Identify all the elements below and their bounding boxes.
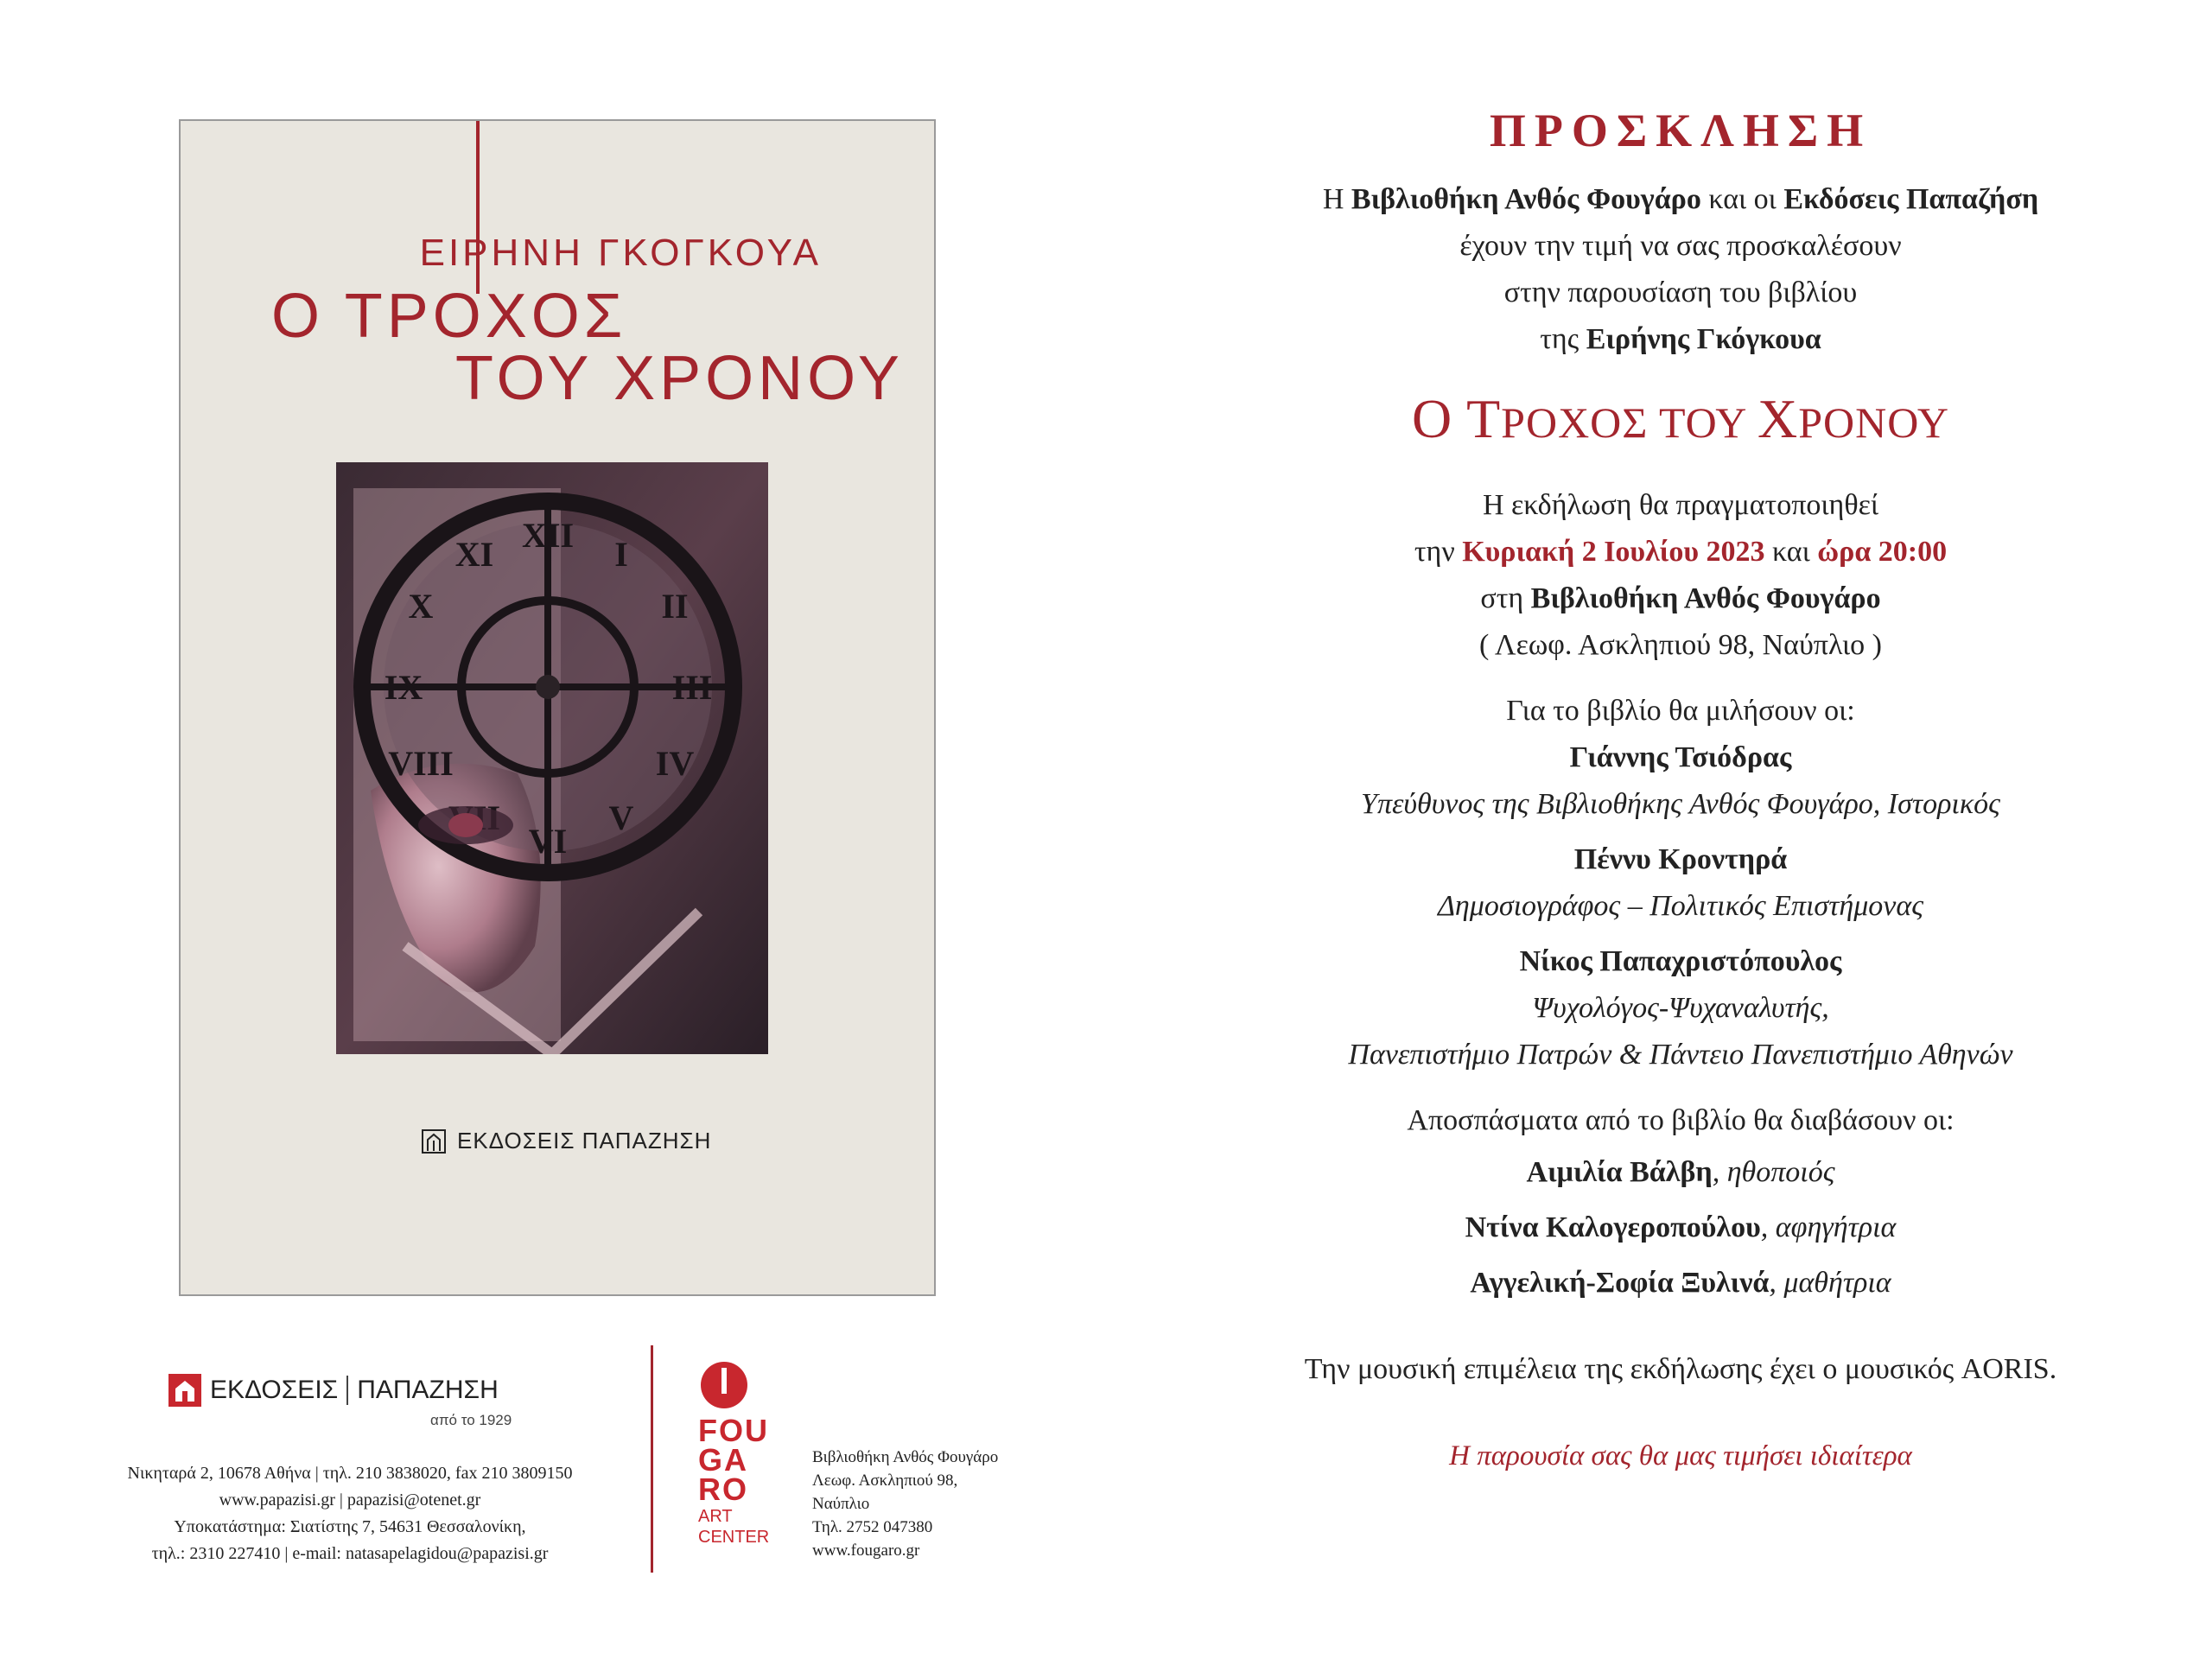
papazisi-logo-divider [346, 1376, 348, 1405]
invitation [1227, 104, 2134, 1479]
intro-publisher-name: Εκδόσεις Παπαζήση [1783, 183, 2039, 215]
clock-numeral-2: II [661, 587, 689, 626]
fougaro-logo-line2: GA [698, 1442, 748, 1478]
cover-publisher [421, 1128, 711, 1154]
fougaro-logo-sub2: CENTER [698, 1528, 770, 1547]
reader-name: Αγγελική-Σοφία Ξυλινά [1470, 1267, 1770, 1299]
speaker-role-affiliation: Πανεπιστήμιο Πατρών & Πάντειο Πανεπιστήμιο Αθηνών [1348, 1039, 2013, 1071]
cover-title-line1: Ο ΤΡΟΧΟΣ [271, 282, 627, 351]
clock-numeral-11: XI [454, 535, 494, 574]
reader-role: , αφηγήτρια [1760, 1211, 1897, 1243]
papazisi-branch-line: Υποκατάστημα: Σιατίστης 7, 54631 Θεσσαλονίκη, [174, 1517, 526, 1536]
papazisi-web-line: www.papazisi.gr | papazisi@otenet.gr [219, 1491, 481, 1510]
fougaro-logo-line3: RO [698, 1471, 748, 1507]
cover-title-line2: ΤΟΥ ΧΡΟΝΟΥ [455, 344, 904, 413]
fougaro-logo-line1: FOU [698, 1413, 769, 1448]
event-text: στη [1480, 582, 1531, 614]
speaker-name: Πέννυ Κροντηρά [1573, 843, 1788, 875]
reader-item [1227, 1260, 2134, 1306]
event-time: ώρα 20:00 [1817, 536, 1948, 568]
intro-line-3: στην παρουσίαση του βιβλίου [1503, 276, 1858, 308]
fougaro-info-street: Λεωφ. Ασκληπιού 98, [812, 1471, 958, 1490]
reader-name: Αιμιλία Βάλβη [1526, 1156, 1713, 1188]
intro-library-name: Βιβλιοθήκη Ανθός Φουγάρο [1351, 183, 1701, 215]
intro-text: Η [1322, 183, 1351, 215]
papazisi-since: από το 1929 [430, 1412, 512, 1428]
clock-numeral-1: I [614, 535, 628, 574]
speakers-intro: Για το βιβλίο θα μιλήσουν οι: [1506, 695, 1855, 727]
publisher-house-icon [421, 1128, 447, 1154]
papazisi-logo-icon [168, 1374, 201, 1407]
event-text: την [1414, 536, 1463, 568]
closing-line: Η παρουσία σας θα μας τιμήσει ιδιαίτερα [1449, 1440, 1912, 1471]
papazisi-address-line: Νικηταρά 2, 10678 Αθήνα | τηλ. 210 3838020, fax 210 3809150 [127, 1464, 573, 1483]
fougaro-logo-sub1: ART [698, 1507, 733, 1526]
event-text: και [1764, 536, 1818, 568]
footer-divider [651, 1345, 653, 1573]
reader-role: , ηθοποιός [1712, 1156, 1835, 1188]
cover-author: ΕΙΡΗΝΗ ΓΚΟΓΚΟΥΑ [419, 232, 822, 274]
reader-role: , μαθήτρια [1769, 1267, 1891, 1299]
intro-text: και οι [1700, 183, 1784, 215]
intro-line-2: έχουν την τιμή να σας προσκαλέσουν [1459, 230, 1902, 262]
reader-item [1227, 1205, 2134, 1251]
fougaro-info-name: Βιβλιοθήκη Ανθός Φουγάρο [812, 1448, 999, 1466]
papazisi-logo [168, 1374, 499, 1407]
papazisi-logo-left: ΕΚΔΟΣΕΙΣ [210, 1376, 339, 1404]
readers-intro: Αποσπάσματα από το βιβλίο θα διαβάσουν οι: [1407, 1104, 1955, 1136]
event-line-3 [1227, 575, 2134, 622]
speaker-role: Ψυχολόγος-Ψυχαναλυτής, [1532, 992, 1829, 1024]
clock-numeral-8: VIII [388, 744, 454, 783]
clock-numeral-4: IV [655, 744, 695, 783]
book-title-word: ΤΟΥ [1648, 398, 1758, 447]
fougaro-info-city: Ναύπλιο [812, 1495, 870, 1513]
intro-line-4 [1227, 316, 2134, 363]
reader-item [1227, 1149, 2134, 1196]
book-cover [179, 119, 936, 1296]
cover-publisher-name: ΕΚΔΟΣΕΙΣ ΠΑΠΑΖΗΣΗ [457, 1128, 712, 1154]
clock-numeral-5: V [608, 798, 634, 837]
invitation-heading: ΠΡΟΣΚΛΗΣΗ [1489, 105, 1872, 156]
intro-line-1 [1227, 176, 2134, 223]
speaker-role: Δημοσιογράφος – Πολιτικός Επιστήμονας [1437, 890, 1924, 922]
clock-numeral-12: XII [521, 516, 575, 555]
music-credit: Την μουσική επιμέλεια της εκδήλωσης έχει ο μουσικός AORIS. [1304, 1353, 2057, 1385]
event-date: Κυριακή 2 Ιουλίου 2023 [1462, 536, 1765, 568]
speaker-role: Υπεύθυνος της Βιβλιοθήκης Ανθός Φουγάρο, Ιστορικός [1361, 788, 2000, 820]
papazisi-address [82, 1460, 618, 1567]
papazisi-logo-right: ΠΑΠΑΖΗΣΗ [357, 1376, 499, 1404]
fougaro-logo [698, 1361, 785, 1546]
fougaro-info-phone: Τηλ. 2752 047380 [812, 1518, 933, 1536]
intro-text: της [1540, 323, 1586, 355]
speaker-name: Νίκος Παπαχριστόπουλος [1519, 945, 1842, 977]
event-venue: Βιβλιοθήκη Ανθός Φουγάρο [1530, 582, 1881, 614]
clock-numeral-6: VI [528, 822, 568, 861]
papazisi-branch-contact-line: τηλ.: 2310 227410 | e-mail: natasapelagidou@papazisi.gr [151, 1544, 549, 1563]
clock-numeral-9: IX [384, 668, 423, 707]
event-address: ( Λεωφ. Ασκληπιού 98, Ναύπλιο ) [1478, 629, 1883, 661]
book-title-word: ΡΟΧΟΣ [1501, 398, 1649, 447]
fougaro-circle-icon [700, 1361, 748, 1409]
cover-artwork-clock-face [336, 462, 768, 1054]
fougaro-info-web: www.fougaro.gr [812, 1541, 920, 1560]
book-title-word: ΡΟΝΟΥ [1798, 398, 1949, 447]
speaker-name: Γιάννης Τσιόδρας [1569, 741, 1792, 773]
clock-numeral-3: III [671, 668, 713, 707]
event-line-1: Η εκδήλωση θα πραγματοποιηθεί [1482, 489, 1879, 521]
reader-name: Ντίνα Καλογεροπούλου [1465, 1211, 1761, 1243]
book-title-word: Χ [1758, 388, 1799, 449]
book-title [1227, 387, 2134, 451]
book-title-word: Ο [1412, 388, 1467, 449]
event-line-2 [1227, 529, 2134, 575]
book-title-word: Τ [1466, 388, 1502, 449]
fougaro-info [812, 1446, 1054, 1562]
intro-author-name: Ειρήνης Γκόγκουα [1586, 323, 1821, 355]
clock-numeral-10: X [408, 587, 434, 626]
